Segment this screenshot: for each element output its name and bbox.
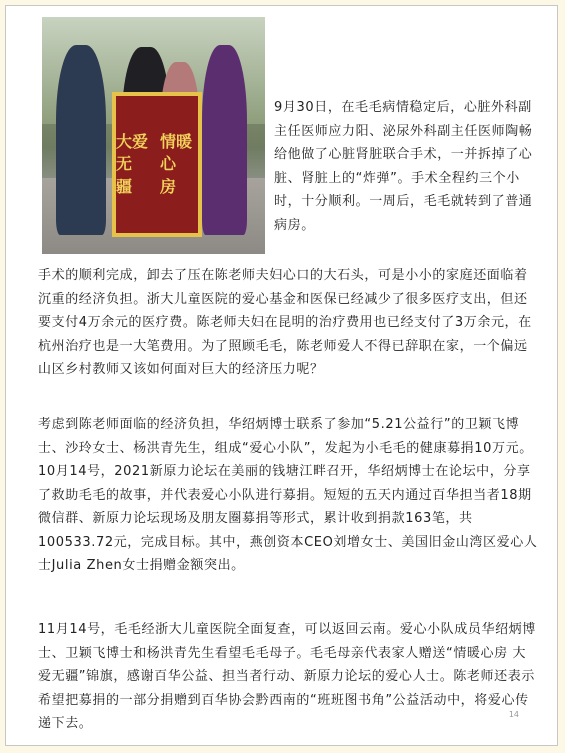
banner-column-right — [160, 131, 198, 198]
photo-person-woman-right — [202, 45, 247, 235]
photo-person-man-left — [56, 45, 106, 235]
paragraph-fundraising: 考虑到陈老师面临的经济负担，华绍炳博士联系了参加“5.21公益行”的卫颖飞博士、沙玲女士、杨洪青先生，组成“爱心小队”，发起为小毛毛的健康募捐10万元。10月14号，2021新原力论坛在美丽的钱塘江畔召开，华绍炳博士在论坛中，分享了救助毛毛的故事，并代表爱心小队进行募捐。短短的五天内通过百华担当者18期微信群、新原力论坛现场及朋友圈募捐等形式，累计收到捐款163笔，共100533.72元，完成目标。其中，燕创资本CEO刘增女士、美国旧金山湾区爱心人士Julia Zhen女士捐赠金额突出。 — [38, 417, 538, 573]
page-number: 14 — [508, 710, 519, 719]
banner-phrase-1-end: 房 — [160, 176, 177, 196]
group-photo — [42, 17, 265, 254]
paragraph-return-home: 11月14号，毛毛经浙大儿童医院全面复查，可以返回云南。爱心小队成员华绍炳博士、卫颖飞博士和杨洪青先生看望毛毛母子。毛毛母亲代表家人赠送“情暖心房 大爱无疆”锦旗，感谢百华公益、担当者行动、新原力论坛的爱心人士。陈老师还表示希望把募捐的一部分捐赠到百华协会黔西南的“班班图书角”公益活动中，将爱心传递下去。 — [38, 622, 536, 731]
banner-phrase-1: 情暖心 — [160, 131, 193, 174]
banner-column-left — [116, 131, 154, 198]
silk-banner — [112, 92, 202, 237]
banner-phrase-2: 大爱无 — [116, 131, 149, 174]
paragraph-financial-burden: 手术的顺利完成，卸去了压在陈老师夫妇心口的大石头，可是小小的家庭还面临着沉重的经济负担。浙大儿童医院的爱心基金和医保已经减少了很多医疗支出，但还要支付4万余元的医疗费。陈老师夫妇在昆明的治疗费用也已经支付了3万余元，在杭州治疗也是一大笔费用。为了照顾毛毛，陈老师爱人不得已辞职在家，一个偏远山区乡村教师又该如何面对巨大的经济压力呢？ — [38, 268, 532, 377]
banner-text — [116, 131, 198, 198]
paragraph-surgery: 9月30日，在毛毛病情稳定后，心脏外科副主任医师应力阳、泌尿外科副主任医师陶畅给他做了心脏肾脏联合手术，一并拆掉了心脏、肾脏上的“炸弹”。手术全程约三个小时，十分顺利。一周后，毛毛就转到了普通病房。 — [274, 100, 533, 233]
banner-phrase-2-end: 疆 — [116, 176, 133, 196]
